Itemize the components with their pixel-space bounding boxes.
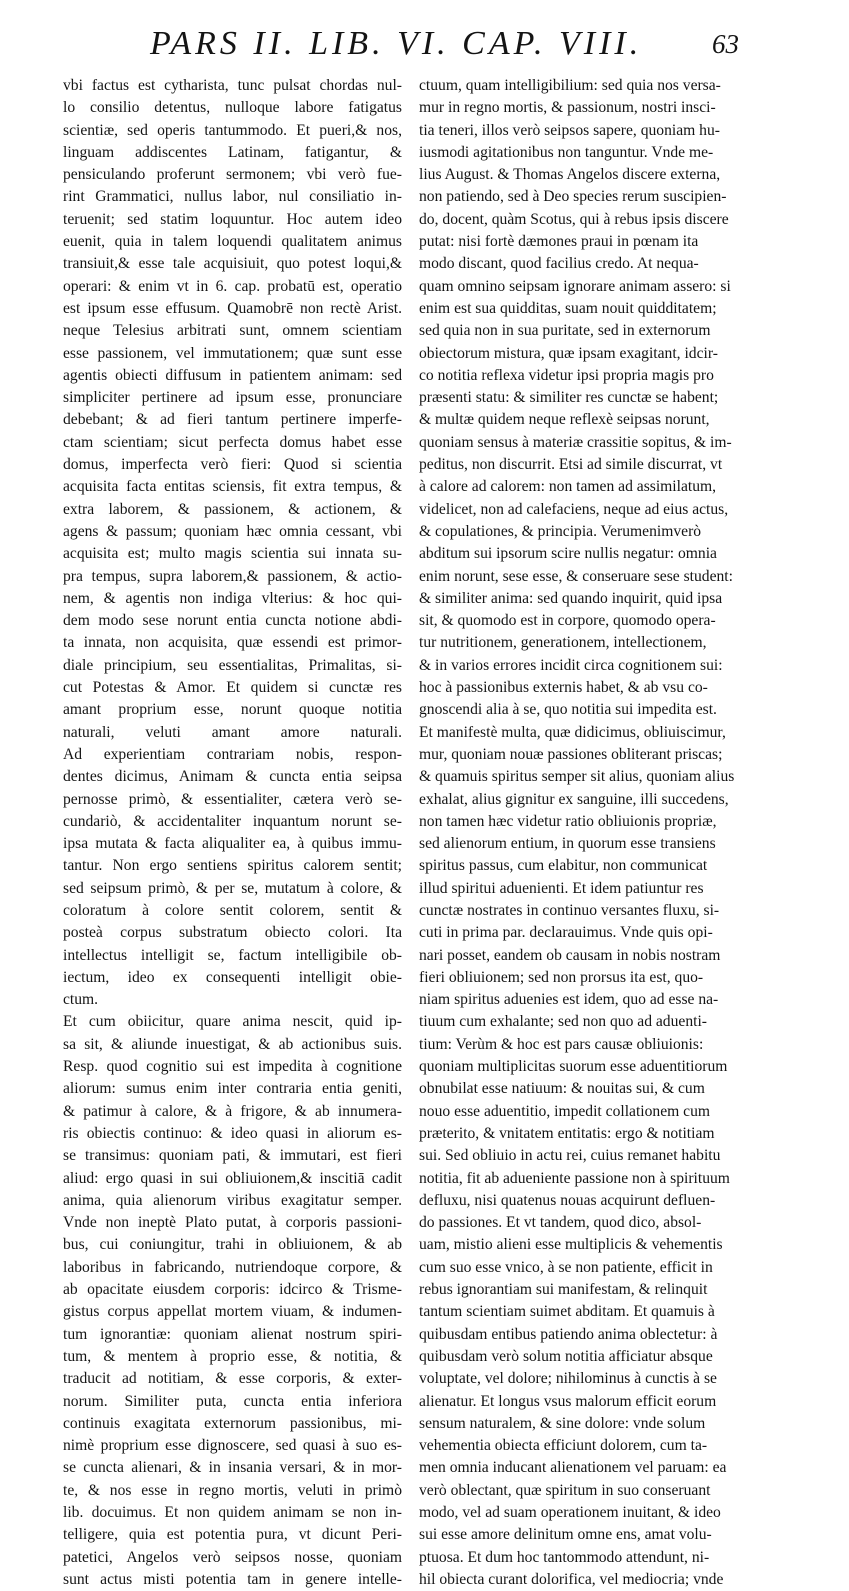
text-line: & patimur à calore, & à frigore, & ab innumera- (63, 1102, 402, 1120)
text-line: sensum naturalem, & sine dolore: vnde solum (419, 1414, 706, 1432)
text-line: transiuit,& esse tale acquisiuit, quo potest loqui,& (63, 255, 402, 273)
text-line: præterito, & vnitatem entitatis: ergo & notitiam (419, 1124, 715, 1142)
text-line: laboribus in fabricando, nutriendoque corpore, & (63, 1258, 402, 1276)
text-line: esse passionem, vel immutationem; quæ sunt esse (63, 344, 402, 362)
page-number: 63 (712, 29, 739, 59)
text-line: euenit, quia in talem loquendi qualitatem animus (63, 233, 402, 251)
text-line: do, docent, quàm Scotus, qui à rebus ipsis discere (419, 210, 729, 228)
text-line: telligere, quia est potentia pura, vt dicunt Peri- (63, 1526, 402, 1544)
text-line: dem modo sese norunt entia cuncta notione abdi- (63, 612, 402, 630)
text-line: notitia, fit ab adueniente passione non à spirituum (419, 1169, 730, 1187)
text-line: se transimus: quoniam pati, & immutari, est fieri (63, 1147, 402, 1165)
text-line: se cuncta alienari, & in insania versari, & in mor- (63, 1459, 402, 1477)
text-line: do passiones. Et vt tandem, quod dico, absol- (419, 1214, 702, 1232)
text-line: operari: & enim vt in 6. cap. probatū est, operatio (63, 277, 402, 295)
text-line: agentis obiecti diffusum in patientem animam: sed (63, 366, 402, 384)
text-line: enim est sua quidditas, suam nouit quidditatem; (419, 299, 717, 317)
text-line: ctuum, quam intelligibilium: sed quia nos versa- (419, 77, 721, 94)
text-line: domus, imperfecta verò fieri: Quod si scientia (63, 456, 402, 474)
text-line: scientiæ, sed operis tantummodo. Et pueri,& nos, (63, 121, 402, 139)
text-line: amant proprium esse, norunt quoque notitia (63, 701, 402, 719)
text-line: tium: Verùm & hoc est pars causæ obliuionis: (419, 1035, 704, 1053)
text-line: quoniam sensus à materiæ crassitie sopitus, & im- (419, 433, 732, 451)
text-line: vehementia obiecta efficiunt dolorem, cum ta- (419, 1437, 708, 1455)
text-line: ctum. (63, 991, 99, 1009)
text-line: enim norunt, sese esse, & conseruare sese student: (419, 567, 733, 585)
text-line: uam, mistio alieni esse multiplicis & vehementis (419, 1236, 723, 1254)
text-line: cut Potestas & Amor. Et quidem si cunctæ res (63, 679, 402, 697)
text-line: & similiter anima: sed quando inquirit, quid ipsa (419, 589, 723, 607)
text-line: Vnde non ineptè Plato putat, à corporis passioni- (63, 1214, 402, 1232)
text-line: cum suo esse vnico, à se non patiente, efficit in (419, 1258, 713, 1276)
text-line: Ad experientiam contrariam nobis, respon- (63, 745, 402, 763)
text-line: rint Grammatici, nullus labor, nul consiliatio in- (63, 188, 402, 206)
text-line: Resp. quod cognitio sui est impedita à cognitione (63, 1058, 402, 1076)
text-line: naturali, veluti amant amore naturali. (63, 723, 402, 741)
text-line: verò oblectant, quæ spiritum in suo conseruant (419, 1481, 711, 1499)
text-line: à calore ad calorem: non tamen ad assimilatum, (419, 478, 717, 496)
text-line: quibusdam verò solum notitia afficiatur absque (419, 1347, 713, 1365)
text-line: mur, quoniam nouæ passiones obliterant priscas; (419, 745, 723, 763)
text-line: simpliciter pertinere ad ipsum esse, pronunciare (63, 389, 402, 407)
text-line: debebant; & ad fieri tantum pertinere imperfe- (63, 411, 402, 429)
text-line: illud spiritui aduenienti. Et idem patiuntur res (419, 879, 704, 897)
text-line: patetici, Angelos verò seipsos nosse, quoniam (63, 1548, 402, 1566)
text-line: defluxu, nisi quatenus nouas acquirunt defluen- (419, 1191, 716, 1209)
text-line: diale principium, seu essentialitas, Primalitas, si- (63, 656, 402, 674)
text-line: ris obiectis continuo: & ideo quasi in aliorum es- (63, 1124, 402, 1142)
text-line: ipsa mutata & facta aliqualiter ea, à quibus immu- (63, 835, 402, 853)
text-line: hil obiecta curant dolorifica, vel mediocria; vnde (419, 1570, 724, 1588)
text-line: voluptate, vel dolore; nihilominus à cunctis à se (419, 1370, 717, 1388)
text-line: sunt actus misti potentia tam in genere intelle- (63, 1570, 402, 1588)
text-line: sed seipsum primò, & per se, mutatum à colore, & (63, 879, 402, 897)
text-line: gistus corpus appellat mortem viuam, & indumen- (63, 1303, 402, 1321)
text-line: iectum, ideo ex consequenti intelligit obie- (63, 968, 402, 986)
text-line: lo consilio detentus, nulloque labore fatigatus (63, 99, 402, 117)
text-line: sed alienorum entium, in quorum esse transiens (419, 835, 716, 853)
text-line: coloratum à colore sentit colorem, sentit & (63, 901, 402, 919)
text-line: bus, cui coniungitur, trahi in obliuionem, & ab (63, 1236, 402, 1254)
text-line: cuti in prima par. declarauimus. Vnde quis opi- (419, 924, 713, 942)
text-line: teruenit; sed statim loquuntur. Hoc autem ideo (63, 210, 402, 228)
text-line: linguam addiscentes Latinam, fatigantur, & (63, 143, 402, 161)
text-line: peditus, non discurrit. Etsi ad simile discurrat, vt (419, 456, 723, 474)
text-line: quibusdam entibus patiendo anima oblectetur: à (419, 1325, 718, 1343)
text-line: non tamen hæc videtur ratio obliuionis propriæ, (419, 812, 717, 830)
text-line: sa sit, & aliunde inuestigat, & ab actionibus suis. (63, 1035, 402, 1053)
text-line: sui. Sed obliuio in actu rei, cuius remanet habitu (419, 1147, 721, 1165)
text-line: acquisita est; multo magis scientia sui innata su- (63, 545, 402, 563)
text-line: traducit ad notitiam, & esse corporis, & exter- (63, 1370, 402, 1388)
text-line: ptuosa. Et dum hoc tantommodo attendunt, ni- (419, 1548, 710, 1566)
text-line: te, & nos esse in regno mortis, veluti in primò (63, 1481, 402, 1499)
text-line: nimè proprium esse dignoscere, sed quasi à suo es- (63, 1437, 402, 1455)
text-line: cunctæ nostrates in continuo versantes fluxu, si- (419, 901, 720, 919)
text-line: ta innata, non acquisita, quæ essendi est primor- (63, 634, 402, 652)
text-line: præsenti statu: & similiter res cunctæ se habent; (419, 389, 719, 407)
text-line: iusmodi agitationibus non tanguntur. Vnde me- (419, 143, 714, 161)
text-line: aliud: ergo quasi in sui obliuionem,& inscitiā cadit (63, 1169, 402, 1187)
text-line: norum. Similiter puta, cuncta entia inferiora (63, 1392, 402, 1410)
text-line: & copulationes, & principia. Verumenimverò (419, 522, 702, 540)
text-line: spiritus passus, cum elabitur, non communicat (419, 857, 708, 875)
text-line: tum, & mentem à proprio esse, & notitia, & (63, 1347, 402, 1365)
text-line: & in varios errores incidit circa cognitionem sui: (419, 656, 723, 674)
text-line: sed quia non in sua puritate, sed in externorum (419, 322, 711, 340)
text-line: nem, & agentis non indiga vlterius: & hoc qui- (63, 589, 402, 607)
text-line: pra tempus, supra laborem,& passionem, & actio- (63, 567, 402, 585)
text-line: aliorum: sumus enim inter contraria entia geniti, (63, 1080, 402, 1098)
text-line: sui esse amore delinitum omne ens, amat volu- (419, 1526, 712, 1544)
text-line: fieri obliuionem; sed non prorsus ita est, quo- (419, 968, 704, 986)
text-line: modo discant, quod facilius credo. At nequa- (419, 255, 699, 273)
text-line: agens & passum; quoniam hæc omnia cessant, vbi (63, 522, 402, 540)
text-line: acquisita facta entitas sciensis, fit extra tempus, & (63, 478, 402, 496)
text-line: anima, quia alienorum viribus exagitatur semper. (63, 1191, 402, 1209)
text-line: ab opacitate eiusdem corporis: idcirco & Trisme- (63, 1281, 402, 1299)
text-line: tia teneri, illos verò seipsos sapere, quoniam hu- (419, 121, 720, 139)
running-head: PARS II. LIB. VI. CAP. VIII. (150, 25, 643, 62)
text-line: mur in regno mortis, & passionum, nostri insci- (419, 99, 716, 117)
text-line: intellectus intelligit se, factum intelligibile ob- (63, 946, 402, 964)
text-line: nari posset, eandem ob causam in nobis nostram (419, 946, 721, 964)
text-line: rebus ignorantiam sui manifestam, & relinquit (419, 1281, 708, 1299)
text-line: Et cum obiicitur, quare anima nescit, quid ip- (63, 1013, 402, 1031)
text-line: & quamuis spiritus semper sit alius, quoniam alius (419, 768, 735, 786)
right-text-column (419, 75, 767, 1591)
text-line: tantur. Non ergo sentiens spiritus calorem sentit; (63, 857, 402, 875)
text-line: est ipsum esse effusum. Quamobrē non rectè Arist. (63, 299, 402, 317)
text-line: men omnia inducant alienationem vel paruam: ea (419, 1459, 727, 1477)
text-line: & multæ quidem neque reflexè seipsas norunt, (419, 411, 710, 429)
text-line: tiuum cum exhalante; sed non quo ad aduenti- (419, 1013, 707, 1031)
text-line: putat: nisi fortè dæmones praui in pœnam ita (419, 233, 699, 251)
text-line: videlicet, non ad calefaciens, neque ad eius actus, (419, 500, 729, 518)
text-line: co notitia reflexa videtur ipsi propria magis pro (419, 366, 714, 384)
text-line: sit, & quomodo est in corpore, quomodo opera- (419, 612, 716, 630)
text-line: pernosse primò, & essentialiter, cætera verò se- (63, 790, 402, 808)
text-line: niam spiritus aduenies est idem, quo ad esse na- (419, 991, 719, 1009)
text-line: alienatur. Et longus vsus malorum efficit eorum (419, 1392, 717, 1410)
text-line: hoc à passionibus externis habet, & ab vsu co- (419, 679, 708, 697)
text-line: quam omnino seipsam ignorare animam assero: si (419, 277, 731, 295)
text-line: tum ignorantiæ: quoniam alienat nostrum spiri- (63, 1325, 402, 1343)
text-line: exhalat, alius gignitur ex sanguine, illi succedens, (419, 790, 729, 808)
text-line: dentes dicimus, Animam & cuncta entia seipsa (63, 768, 402, 786)
text-line: Et manifestè multa, quæ didicimus, obliuiscimur, (419, 723, 726, 741)
text-line: nouo esse aduentitio, impedit collationem cum (419, 1102, 711, 1120)
text-line: quoniam multiplicitas suorum esse aduentitiorum (419, 1058, 728, 1076)
text-line: cundariò, & accidentaliter inquantum norunt se- (63, 812, 402, 830)
text-line: vbi factus est cytharista, tunc pulsat chordas nul- (63, 77, 402, 94)
text-line: tur nutritionem, generationem, intellectionem, (419, 634, 707, 652)
text-line: obiectorum mistura, quæ ipsam exagitant, idcir- (419, 344, 718, 362)
text-line: abditum sui ipsorum scire nullis negatur: omnia (419, 545, 717, 563)
text-line: lius August. & Thomas Angelos discere externa, (419, 166, 721, 184)
text-line: obnubilat esse natiuum: & nouitas sui, & cum (419, 1080, 705, 1098)
text-line: gnoscendi alia à se, quo notitia sui impedita est. (419, 701, 717, 719)
text-line: lib. docuimus. Et non quidem animam se non in- (63, 1504, 402, 1521)
text-line: extra laborem, & passionem, & actionem, & (63, 500, 402, 518)
text-line: neque Telesius arbitrati sunt, omnem scientiam (63, 322, 402, 340)
text-line: non patiendo, sed à Deo species rerum suscipien- (419, 188, 727, 206)
text-line: modo, vel ad suam operationem inuitant, & ideo (419, 1504, 721, 1521)
left-text-column (63, 75, 402, 1591)
text-line: ctam scientiam; sicut perfecta domus habet esse (63, 433, 402, 451)
text-line: posteà corpus substratum obiecto colori. Ita (63, 924, 402, 942)
text-line: tantum scientiam suimet abditam. Et quamuis à (419, 1303, 715, 1321)
text-line: continuis exagitata externorum passionibus, mi- (63, 1414, 402, 1432)
text-line: pensiculando proferunt sermonem; vbi verò fue- (63, 166, 402, 184)
